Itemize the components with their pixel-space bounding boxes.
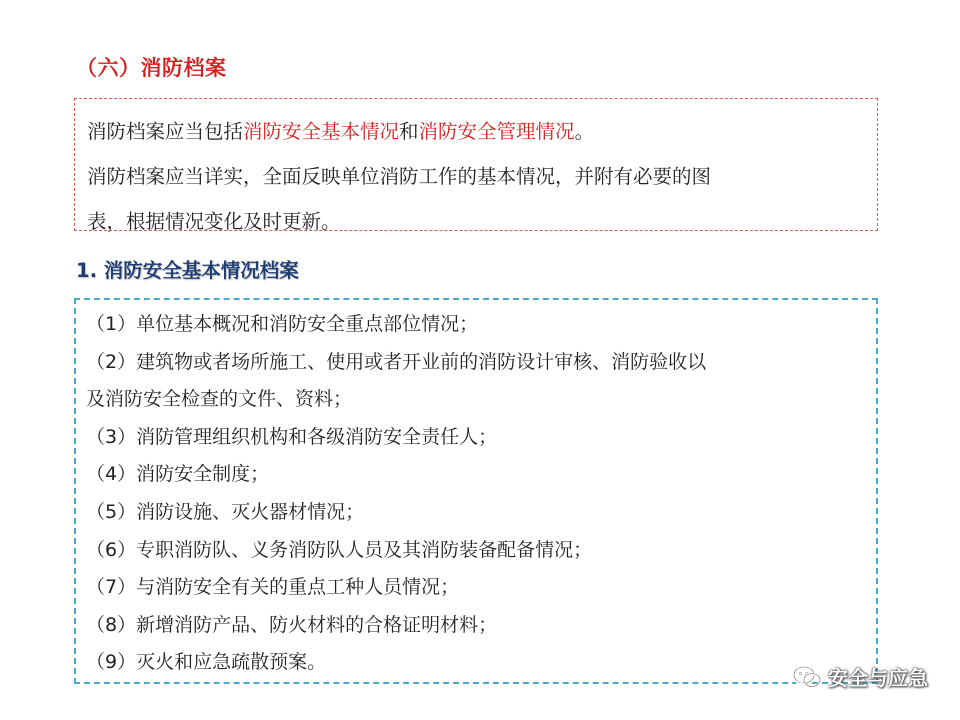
- intro-line-1: [87, 109, 877, 154]
- list-item: （9）灭火和应急疏散预案。: [86, 651, 327, 674]
- items-box: [74, 298, 878, 684]
- intro-box: [74, 98, 878, 231]
- list-item: （6）专职消防队、义务消防队人员及其消防装备配备情况；: [86, 538, 593, 561]
- page-title: （六）消防档案: [76, 56, 227, 80]
- list-item: （5）消防设施、灭火器材情况；: [86, 500, 365, 523]
- list-item: 及消防安全检查的文件、资料；: [86, 388, 353, 411]
- list-item: （4）消防安全制度；: [86, 463, 270, 486]
- list-item: （8）新增消防产品、防火材料的合格证明材料；: [86, 613, 498, 636]
- wechat-icon: [792, 664, 822, 690]
- list-item: （2）建筑物或者场所施工、使用或者开业前的消防设计审核、消防验收以: [86, 350, 707, 373]
- list-item: （3）消防管理组织机构和各级消防安全责任人；: [86, 425, 498, 448]
- highlight-basic-info: 消防安全基本情况: [243, 120, 400, 143]
- intro-text: 消防档案应当包括: [87, 120, 244, 143]
- list-item: （7）与消防安全有关的重点工种人员情况；: [86, 576, 460, 599]
- highlight-management-info: 消防安全管理情况: [418, 120, 575, 143]
- intro-line-2: 消防档案应当详实，全面反映单位消防工作的基本情况，并附有必要的图: [87, 165, 712, 188]
- watermark: [792, 662, 928, 691]
- section-title: 1. 消防安全基本情况档案: [76, 259, 299, 282]
- watermark-text: 安全与应急: [828, 666, 928, 690]
- intro-line-3: 表，根据情况变化及时更新。: [87, 210, 341, 233]
- list-item: （1）单位基本概况和消防安全重点部位情况；: [86, 313, 479, 335]
- intro-text: 。: [574, 120, 595, 143]
- intro-text: 和: [399, 120, 419, 143]
